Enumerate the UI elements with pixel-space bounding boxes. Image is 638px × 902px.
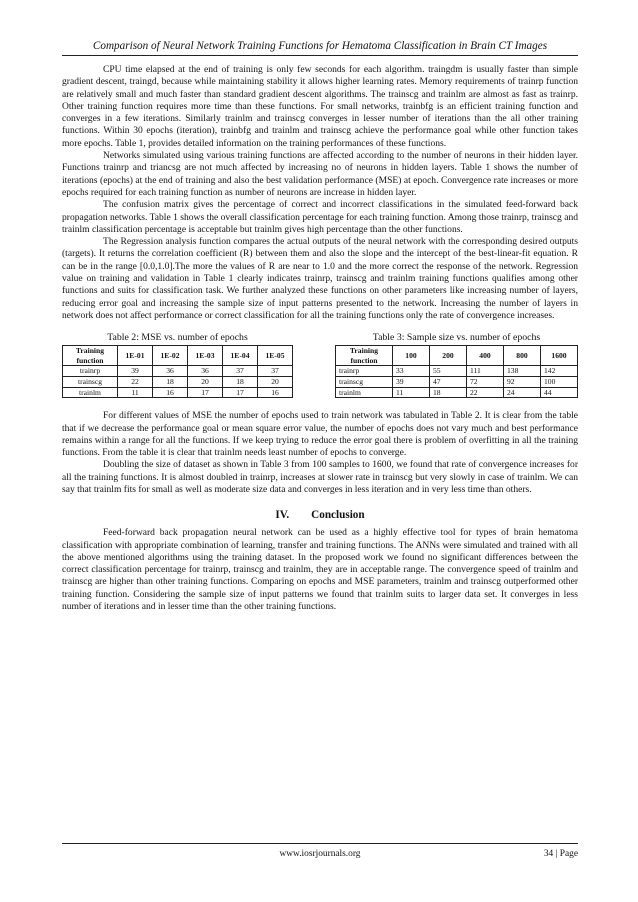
paragraph: The Regression analysis function compares the actual outputs of the neural network with the corresponding desired outputs (targets). It returns the correlation coefficient (R) between them and also the slope and the intercept of the best-linear-fit equation. R can be in the range [0.0,1.0].The more the values of R are near to 1.0 and the more correct the response of the network. Regression value on training and validation in Table 1 clearly indicates trainrp, trainscg and trainlm training functions qualifies among other functions and suits for classification task. We further analyzed these functions on other parameters like increasing number of layers, reducing error goal and increasing the sample size of input patterns presented to the network. Increasing the number of layers in network does not affect performance or correct classification for all the training functions only the rate of convergence increases. <box>62 236 578 321</box>
table-cell: 16 <box>153 387 188 398</box>
table3-caption: Table 3: Sample size vs. number of epochs <box>372 332 541 344</box>
table-cell: 33 <box>393 366 430 377</box>
paragraph: The confusion matrix gives the percentage of correct and incorrect classifications in the simulated feed-forward back propagation networks. Table 1 shows the overall classification percentage for each training function. Among those trainrp, trainscg and trainlm classification percentage is acceptable but trainlm gives high percentage than the other functions. <box>62 199 578 235</box>
table-cell: trainlm <box>336 387 393 398</box>
table-cell: 142 <box>541 366 578 377</box>
paragraph: Feed-forward back propagation neural network can be used as a highly effective tool for types of brain hematoma classification with appropriate combination of learning, transfer and training functions. The ANNs were simulated and trained with all the above mentioned algorithms using the training dataset. In the proposed work we found no significant differences between the correct classification percentage for trainrp, trainscg and trainlm, they are in acceptable range. The convergence speed of trainlm and trainscg are higher than other training functions. Comparing on epochs and MSE parameters, trainlm and trainscg outperformed other training function. Considering the sample size of input patterns we found that trainlm suits to larger data set. It converges in less number of iterations and in lesser time than the other training functions. <box>62 527 578 613</box>
section-heading <box>62 508 578 522</box>
table-cell: 37 <box>223 366 258 377</box>
table-cell: 72 <box>467 377 504 388</box>
page-footer <box>62 843 578 859</box>
table-header-cell: 800 <box>504 346 541 366</box>
footer-url: www.iosrjournals.org <box>279 849 361 859</box>
table2-caption: Table 2: MSE vs. number of epochs <box>107 332 248 344</box>
table-header-cell: 1E-04 <box>223 346 258 366</box>
table-cell: trainscg <box>336 377 393 388</box>
table-cell: 138 <box>504 366 541 377</box>
tables-row <box>62 332 578 398</box>
table-row <box>336 366 578 377</box>
table-header-cell: 100 <box>393 346 430 366</box>
table-cell: 16 <box>258 387 293 398</box>
table-cell: 18 <box>430 387 467 398</box>
table-cell: 36 <box>188 366 223 377</box>
table-header-cell: 1E-01 <box>118 346 153 366</box>
table-cell: 44 <box>541 387 578 398</box>
table-row <box>63 387 293 398</box>
table-cell: trainscg <box>63 377 118 388</box>
table3 <box>335 345 578 398</box>
table-header-cell: 1E-02 <box>153 346 188 366</box>
table-cell: 39 <box>393 377 430 388</box>
table-row <box>63 366 293 377</box>
table-header-cell: Training function <box>63 346 118 366</box>
table-header-cell: 200 <box>430 346 467 366</box>
table-header-cell: 1E-03 <box>188 346 223 366</box>
table-cell: 20 <box>188 377 223 388</box>
table3-block <box>335 332 578 398</box>
table-cell: 17 <box>188 387 223 398</box>
table-cell: 18 <box>223 377 258 388</box>
table-header-cell: 1E-05 <box>258 346 293 366</box>
table-row <box>63 377 293 388</box>
table-cell: 22 <box>118 377 153 388</box>
table-cell: 11 <box>393 387 430 398</box>
table-cell: trainrp <box>63 366 118 377</box>
table-cell: 39 <box>118 366 153 377</box>
table-cell: 111 <box>467 366 504 377</box>
table-header-cell: Training function <box>336 346 393 366</box>
section-number: IV. <box>275 509 290 522</box>
table-cell: 55 <box>430 366 467 377</box>
paragraph: Doubling the size of dataset as shown in Table 3 from 100 samples to 1600, we found that rate of convergence increases for all the training functions. It is almost doubled in trainrp, increases at slower rate in trainscg but very slowly in case of trainlm. We can say that trainlm fits for small as well as moderate size data and converges in less iteration and in very less time than others. <box>62 459 578 495</box>
table-cell: 20 <box>258 377 293 388</box>
table-cell: 36 <box>153 366 188 377</box>
table2-block <box>62 332 293 398</box>
page-body <box>62 64 578 613</box>
table-cell: 92 <box>504 377 541 388</box>
table2 <box>62 345 293 398</box>
table-cell: 18 <box>153 377 188 388</box>
section-title: Conclusion <box>311 509 365 522</box>
table-cell: trainlm <box>63 387 118 398</box>
table-cell: 100 <box>541 377 578 388</box>
running-header: Comparison of Neural Network Training Functions for Hematoma Classification in Brain CT Images <box>62 40 578 56</box>
table-row <box>336 387 578 398</box>
table-cell: 22 <box>467 387 504 398</box>
table-header-row <box>336 346 578 366</box>
table-cell: trainrp <box>336 366 393 377</box>
paragraph: Networks simulated using various training functions are affected according to the number of neurons in their hidden layer. Functions trainrp and triancsg are not much affected by increasing no of neurons in hidden layers. Table 1 shows the number of iterations (epochs) at the end of training and also the best validation performance (MSE) at epoch. Convergence rate increases or more epochs required for each training function as number of neurons are increase in hidden layer. <box>62 150 578 198</box>
table-cell: 47 <box>430 377 467 388</box>
table-header-cell: 400 <box>467 346 504 366</box>
table-cell: 24 <box>504 387 541 398</box>
table-header-cell: 1600 <box>541 346 578 366</box>
table-cell: 11 <box>118 387 153 398</box>
table-cell: 17 <box>223 387 258 398</box>
paragraph: CPU time elapsed at the end of training is only few seconds for each algorithm. traingdm is usually faster than simple gradient descent, traingd, because while maintaining stability it allows higher learning rates. Memory requirements of trainrp function are relatively small and much faster than standard gradient descent algorithms. The trainscg and trainlm are almost as fast as trainrp. Other training function requires more time than these functions. For small networks, trainbfg is an efficient training function and converges in a few iterations. Similarly trainlm and trainscg converges in lesser number of iterations than the all other training functions. Within 30 epochs (iteration), trainbfg and trainlm and trainscg achieve the performance goal while other function takes more epochs. Table 1, provides detailed information on the training performances of these functions. <box>62 64 578 149</box>
page-number: 34 | Page <box>543 849 578 859</box>
paragraph: For different values of MSE the number of epochs used to train network was tabulated in Table 2. It is clear from the table that if we decrease the performance goal or mean square error value, the number of epochs does not vary much and best performance remains within a range for all the functions. If we keep trying to reduce the error goal there is problem of overfitting in all the training functions. From the table it is clear that trainlm needs least number of epochs to converge. <box>62 410 578 459</box>
table-header-row <box>63 346 293 366</box>
table-cell: 37 <box>258 366 293 377</box>
table-row <box>336 377 578 388</box>
